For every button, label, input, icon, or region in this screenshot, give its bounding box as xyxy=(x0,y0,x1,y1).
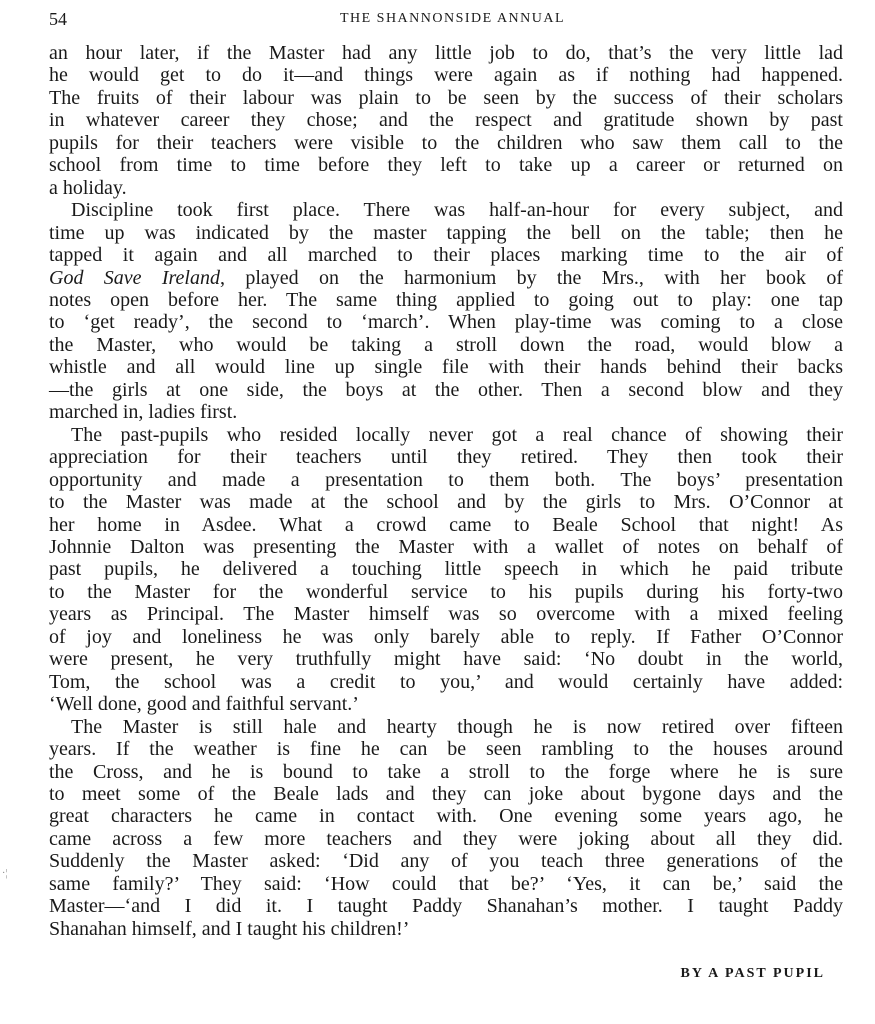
text-line: to meet some of the Beale lads and they can joke about bygone days and the xyxy=(49,782,843,805)
text-line: appreciation for their teachers until they retired. They then took their xyxy=(49,446,843,469)
margin-mark: ·¦ xyxy=(2,868,8,879)
text-line: past pupils, he delivered a touching little speech in which he paid tribute xyxy=(49,558,843,581)
article-body xyxy=(49,42,843,940)
text-line: were present, he very truthfully might have said: ‘No doubt in the world, xyxy=(49,648,843,671)
text-line: great characters he came in contact with. One evening some years ago, he xyxy=(49,805,843,828)
text-line: tapped it again and all marched to their places marking time to the air of xyxy=(49,244,843,267)
text-line: Discipline took first place. There was half-an-hour for every subject, and xyxy=(71,199,843,222)
text-line: Tom, the school was a credit to you,’ and would certainly have added: xyxy=(49,670,843,693)
text-line: the Cross, and he is bound to take a stroll to the forge where he is sure xyxy=(49,760,843,783)
paragraph xyxy=(49,716,843,941)
text-line: time up was indicated by the master tapping the bell on the table; then he xyxy=(49,221,843,244)
text-line: marched in, ladies first. xyxy=(49,401,238,424)
paragraph xyxy=(49,42,843,199)
text-line: her home in Asdee. What a crowd came to Beale School that night! As xyxy=(49,513,843,536)
text-line: same family?’ They said: ‘How could that be?’ ‘Yes, it can be,’ said the xyxy=(49,872,843,895)
song-title: God Save Ireland xyxy=(49,266,220,289)
text-line: in whatever career they chose; and the respect and gratitude shown by past xyxy=(49,109,843,132)
text-line: The Master is still hale and hearty though he is now retired over fifteen xyxy=(71,715,843,738)
paragraph xyxy=(49,199,843,424)
text-line: —the girls at one side, the boys at the other. Then a second blow and they xyxy=(49,378,843,401)
text-line: to the Master was made at the school and by the girls to Mrs. O’Connor at xyxy=(49,491,843,514)
text-line: God Save Ireland, played on the harmonium by the Mrs., with her book of xyxy=(49,266,843,289)
text-line: The past-pupils who resided locally never got a real chance of showing their xyxy=(71,423,843,446)
text-line: years. If the weather is fine he can be seen rambling to the houses around xyxy=(49,738,843,761)
text-line: ‘Well done, good and faithful servant.’ xyxy=(49,693,359,716)
text-line: he would get to do it—and things were again as if nothing had happened. xyxy=(49,64,843,87)
text-line: Master—‘and I did it. I taught Paddy Shanahan’s mother. I taught Paddy xyxy=(49,895,843,918)
text-line: Suddenly the Master asked: ‘Did any of you teach three generations of the xyxy=(49,850,843,873)
text-line: notes open before her. The same thing applied to going out to play: one tap xyxy=(49,288,843,311)
text-line: whistle and all would line up single file with their hands behind their backs xyxy=(49,356,843,379)
text-line: of joy and loneliness he was only barely able to reply. If Father O’Connor xyxy=(49,625,843,648)
text-line: years as Principal. The Master himself was so overcome with a mixed feeling xyxy=(49,603,843,626)
text-line: Shanahan himself, and I taught his children!’ xyxy=(49,917,410,940)
text-line: Johnnie Dalton was presenting the Master with a wallet of notes on behalf of xyxy=(49,535,843,558)
text-line: pupils for their teachers were visible to the children who saw them call to the xyxy=(49,131,843,154)
text-line: school from time to time before they left to take up a career or returned on xyxy=(49,154,843,177)
text-line: opportunity and made a presentation to them both. The boys’ presentation xyxy=(49,468,843,491)
text-line: a holiday. xyxy=(49,176,127,199)
text-line: to the Master for the wonderful service to his pupils during his forty-two xyxy=(49,580,843,603)
paragraph xyxy=(49,424,843,716)
running-title: THE SHANNONSIDE ANNUAL xyxy=(339,11,566,26)
text-line: the Master, who would be taking a stroll down the road, would blow a xyxy=(49,333,843,356)
page-number: 54 xyxy=(49,9,67,29)
text-line: came across a few more teachers and they were joking about all they did. xyxy=(49,827,843,850)
text-line: an hour later, if the Master had any little job to do, that’s the very little lad xyxy=(49,42,843,64)
text-line: to ‘get ready’, the second to ‘march’. When play-time was coming to a close xyxy=(49,311,843,334)
text-line: The fruits of their labour was plain to be seen by the success of their scholars xyxy=(49,86,843,109)
byline: BY A PAST PUPIL xyxy=(680,966,825,981)
